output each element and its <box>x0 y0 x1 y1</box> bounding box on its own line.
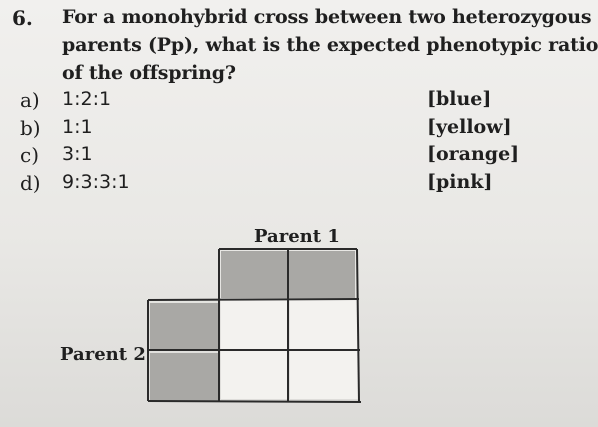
offspring-cell-1-1[interactable] <box>221 300 288 349</box>
offspring-cell-1-2[interactable] <box>290 300 358 349</box>
option-b-color: [yellow] <box>427 116 512 138</box>
option-c-letter: c) <box>20 143 40 167</box>
header-cell-p2-allele-1[interactable] <box>150 303 218 351</box>
header-cell-p2-allele-2[interactable] <box>150 353 218 401</box>
option-b-letter: b) <box>20 116 41 140</box>
option-a-letter: a) <box>20 88 40 112</box>
question-number: 6. <box>12 6 33 30</box>
option-a-color: [blue] <box>427 88 492 110</box>
option-d-letter: d) <box>20 171 41 195</box>
header-cell-p1-allele-1[interactable] <box>221 251 287 298</box>
option-d-value[interactable]: 9:3:3:1 <box>62 171 130 193</box>
question-text-line-3: of the offspring? <box>62 62 236 84</box>
option-c-value[interactable]: 3:1 <box>62 143 93 165</box>
parent-1-label: Parent 1 <box>254 226 340 247</box>
question-text-line-2: parents (Pp), what is the expected phenotypic ratio <box>62 34 598 56</box>
option-b-value[interactable]: 1:1 <box>62 116 93 138</box>
header-cell-p1-allele-2[interactable] <box>289 251 355 298</box>
offspring-cell-2-2[interactable] <box>290 351 358 399</box>
parent-2-label: Parent 2 <box>60 344 146 365</box>
option-c-color: [orange] <box>427 143 520 165</box>
option-d-color: [pink] <box>427 171 493 193</box>
option-a-value[interactable]: 1:2:1 <box>62 88 112 110</box>
offspring-cell-2-1[interactable] <box>221 351 288 399</box>
question-text-line-1: For a monohybrid cross between two heterozygous <box>62 6 592 28</box>
